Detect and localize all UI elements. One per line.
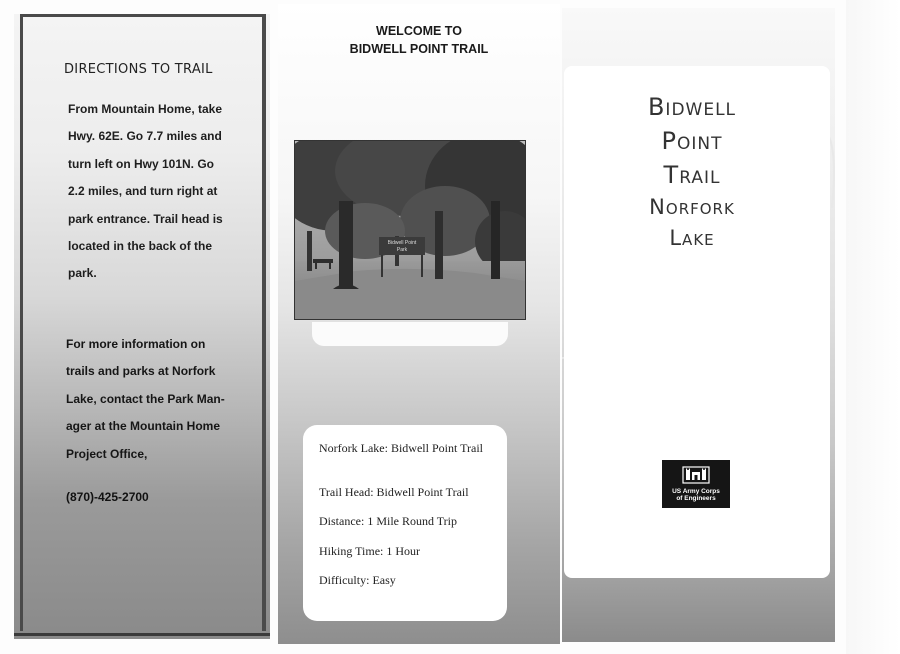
panel-frame-bottom — [14, 633, 270, 636]
photo-sign-text: Bidwell Point — [387, 240, 417, 246]
welcome-title-line: WELCOME TO — [376, 24, 462, 38]
scan-margin — [846, 0, 900, 654]
cover-subtitle-line: Lake — [669, 226, 715, 250]
welcome-panel — [278, 4, 560, 644]
cover-title-line: Point — [661, 127, 723, 155]
panel-frame-top — [20, 14, 266, 17]
trail-info-trail-head: Trail Head: Bidwell Point Trail — [319, 485, 469, 499]
castle-icon — [682, 466, 710, 484]
directions-line: park. — [68, 266, 97, 281]
photo-caption-box — [312, 322, 508, 346]
info-line: trails and parks at Norfork — [66, 364, 216, 379]
cover-subtitle-line: Norfork — [649, 195, 735, 219]
cover-panel — [562, 8, 835, 642]
cover-subtitle — [564, 192, 820, 254]
trail-info-difficulty: Difficulty: Easy — [319, 573, 396, 587]
directions-line: Hwy. 62E. Go 7.7 miles and — [68, 129, 222, 144]
usace-logo-line: of Engineers — [676, 495, 716, 502]
info-line: ager at the Mountain Home — [66, 419, 221, 434]
trail-info-name: Norfork Lake: Bidwell Point Trail — [319, 441, 483, 455]
info-line: Project Office, — [66, 446, 148, 461]
usace-logo-text — [664, 488, 728, 502]
directions-line: park entrance. Trail head is — [68, 211, 223, 226]
trail-info-distance: Distance: 1 Mile Round Trip — [319, 514, 458, 528]
info-line: For more information on — [66, 337, 206, 351]
trail-info-hiking-time: Hiking Time: 1 Hour — [319, 544, 421, 558]
panel-frame-left — [20, 14, 23, 631]
trail-photo — [295, 141, 525, 319]
info-line: Lake, contact the Park Man- — [66, 391, 225, 406]
directions-line: located in the back of the — [68, 239, 213, 254]
directions-text — [68, 96, 268, 288]
more-info-text — [66, 331, 270, 468]
cover-title-line: Trail — [663, 161, 721, 189]
welcome-title-line: BIDWELL POINT TRAIL — [349, 42, 489, 56]
phone-number: (870)-425-2700 — [66, 490, 149, 504]
directions-panel — [14, 14, 270, 639]
trail-info-box — [303, 425, 507, 621]
usace-logo — [662, 460, 730, 508]
cover-title-line: Bidwell — [647, 93, 737, 121]
directions-line: 2.2 miles, and turn right at — [68, 184, 218, 199]
usace-logo-line: US Army Corps — [672, 488, 720, 495]
photo-sign-text: Park — [396, 247, 408, 253]
directions-line: turn left on Hwy 101N. Go — [68, 156, 215, 171]
directions-line: From Mountain Home, take — [68, 102, 223, 116]
welcome-title — [278, 22, 560, 58]
cover-title — [564, 90, 820, 192]
trail-photo-image — [295, 141, 525, 319]
cover-card — [564, 66, 830, 578]
directions-heading: DIRECTIONS TO TRAIL — [64, 62, 213, 77]
